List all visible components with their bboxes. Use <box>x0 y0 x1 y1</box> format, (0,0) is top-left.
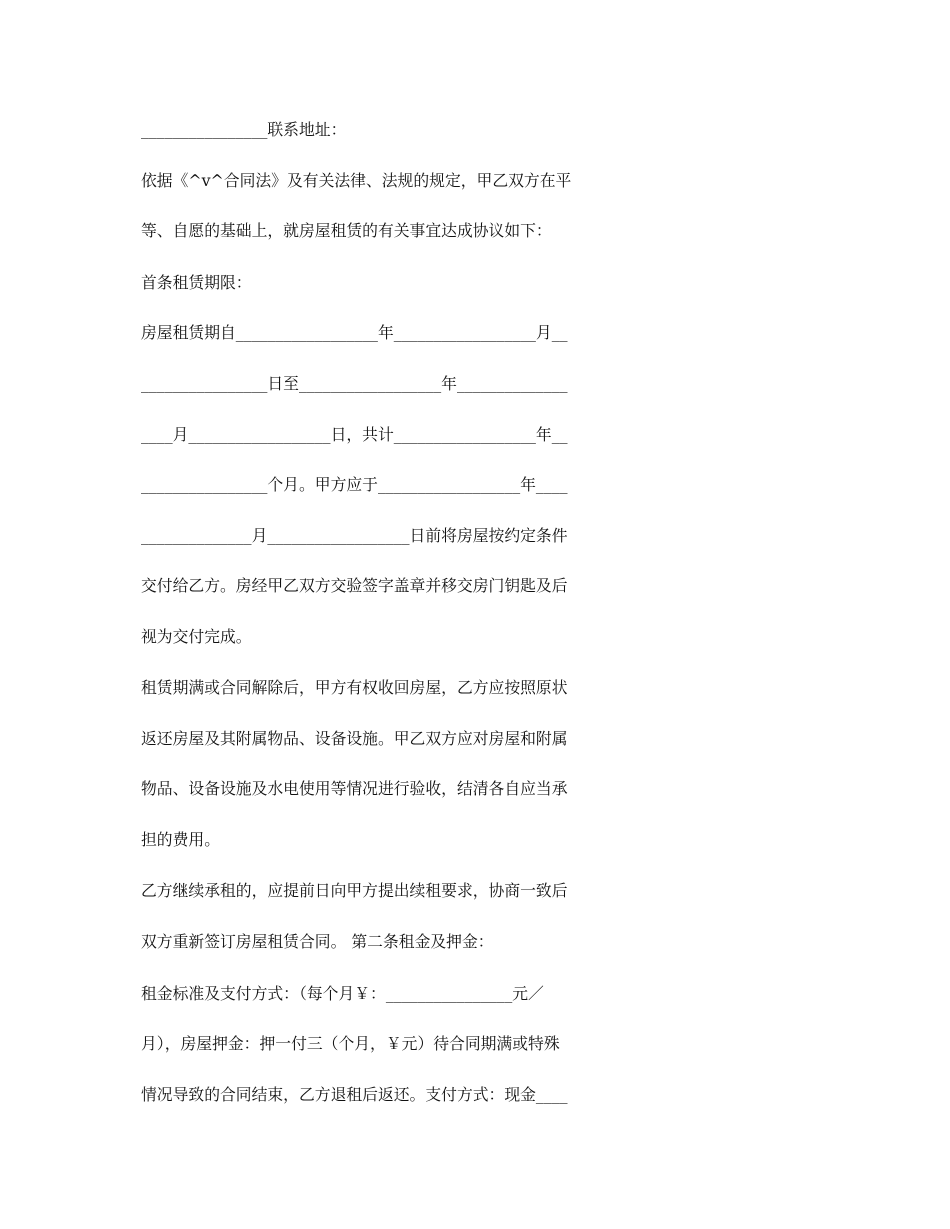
renewal-paragraph-line-1: 乙方继续承租的，应提前日向甲方提出续租要求，协商一致后 <box>141 881 568 900</box>
lease-term-line-4: ________________个月。甲方应于__________________年____ <box>141 475 568 494</box>
termination-paragraph-line-4: 担的费用。 <box>141 830 220 849</box>
basis-paragraph-line-1: 依据《^v^合同法》及有关法律、法规的规定，甲乙双方在平 <box>141 171 572 190</box>
lease-term-line-1: 房屋租赁期自__________________年__________________月__ <box>141 323 568 342</box>
termination-paragraph-line-3: 物品、设备设施及水电使用等情况进行验收，结清各自应当承 <box>141 779 568 798</box>
termination-paragraph-line-2: 返还房屋及其附属物品、设备设施。甲乙双方应对房屋和附属 <box>141 729 568 748</box>
article-1-heading: 首条租赁期限： <box>141 273 252 292</box>
lease-term-line-2: ________________日至__________________年______________ <box>141 374 568 393</box>
renewal-paragraph-line-2: 双方重新签订房屋租赁合同。 第二条租金及押金： <box>141 932 494 951</box>
contact-address-line: ________________联系地址： <box>141 120 347 139</box>
termination-paragraph-line-1: 租赁期满或合同解除后，甲方有权收回房屋，乙方应按照原状 <box>141 678 568 697</box>
rent-paragraph-line-1: 租金标准及支付方式：（每个月￥：________________元／ <box>141 984 544 1003</box>
lease-term-line-6: 交付给乙方。房经甲乙双方交验签字盖章并移交房门钥匙及后 <box>141 576 568 595</box>
lease-term-line-5: ______________月__________________日前将房屋按约定条件 <box>141 526 568 545</box>
rent-paragraph-line-3: 情况导致的合同结束，乙方退租后返还。支付方式：现金____ <box>141 1085 568 1104</box>
lease-term-line-3: ____月__________________日，共计__________________年__ <box>141 425 568 444</box>
lease-term-line-7: 视为交付完成。 <box>141 627 252 646</box>
basis-paragraph-line-2: 等、自愿的基础上，就房屋租赁的有关事宜达成协议如下： <box>141 221 552 240</box>
rent-paragraph-line-2: 月），房屋押金：押一付三（个月，￥元）待合同期满或特殊 <box>141 1034 560 1053</box>
